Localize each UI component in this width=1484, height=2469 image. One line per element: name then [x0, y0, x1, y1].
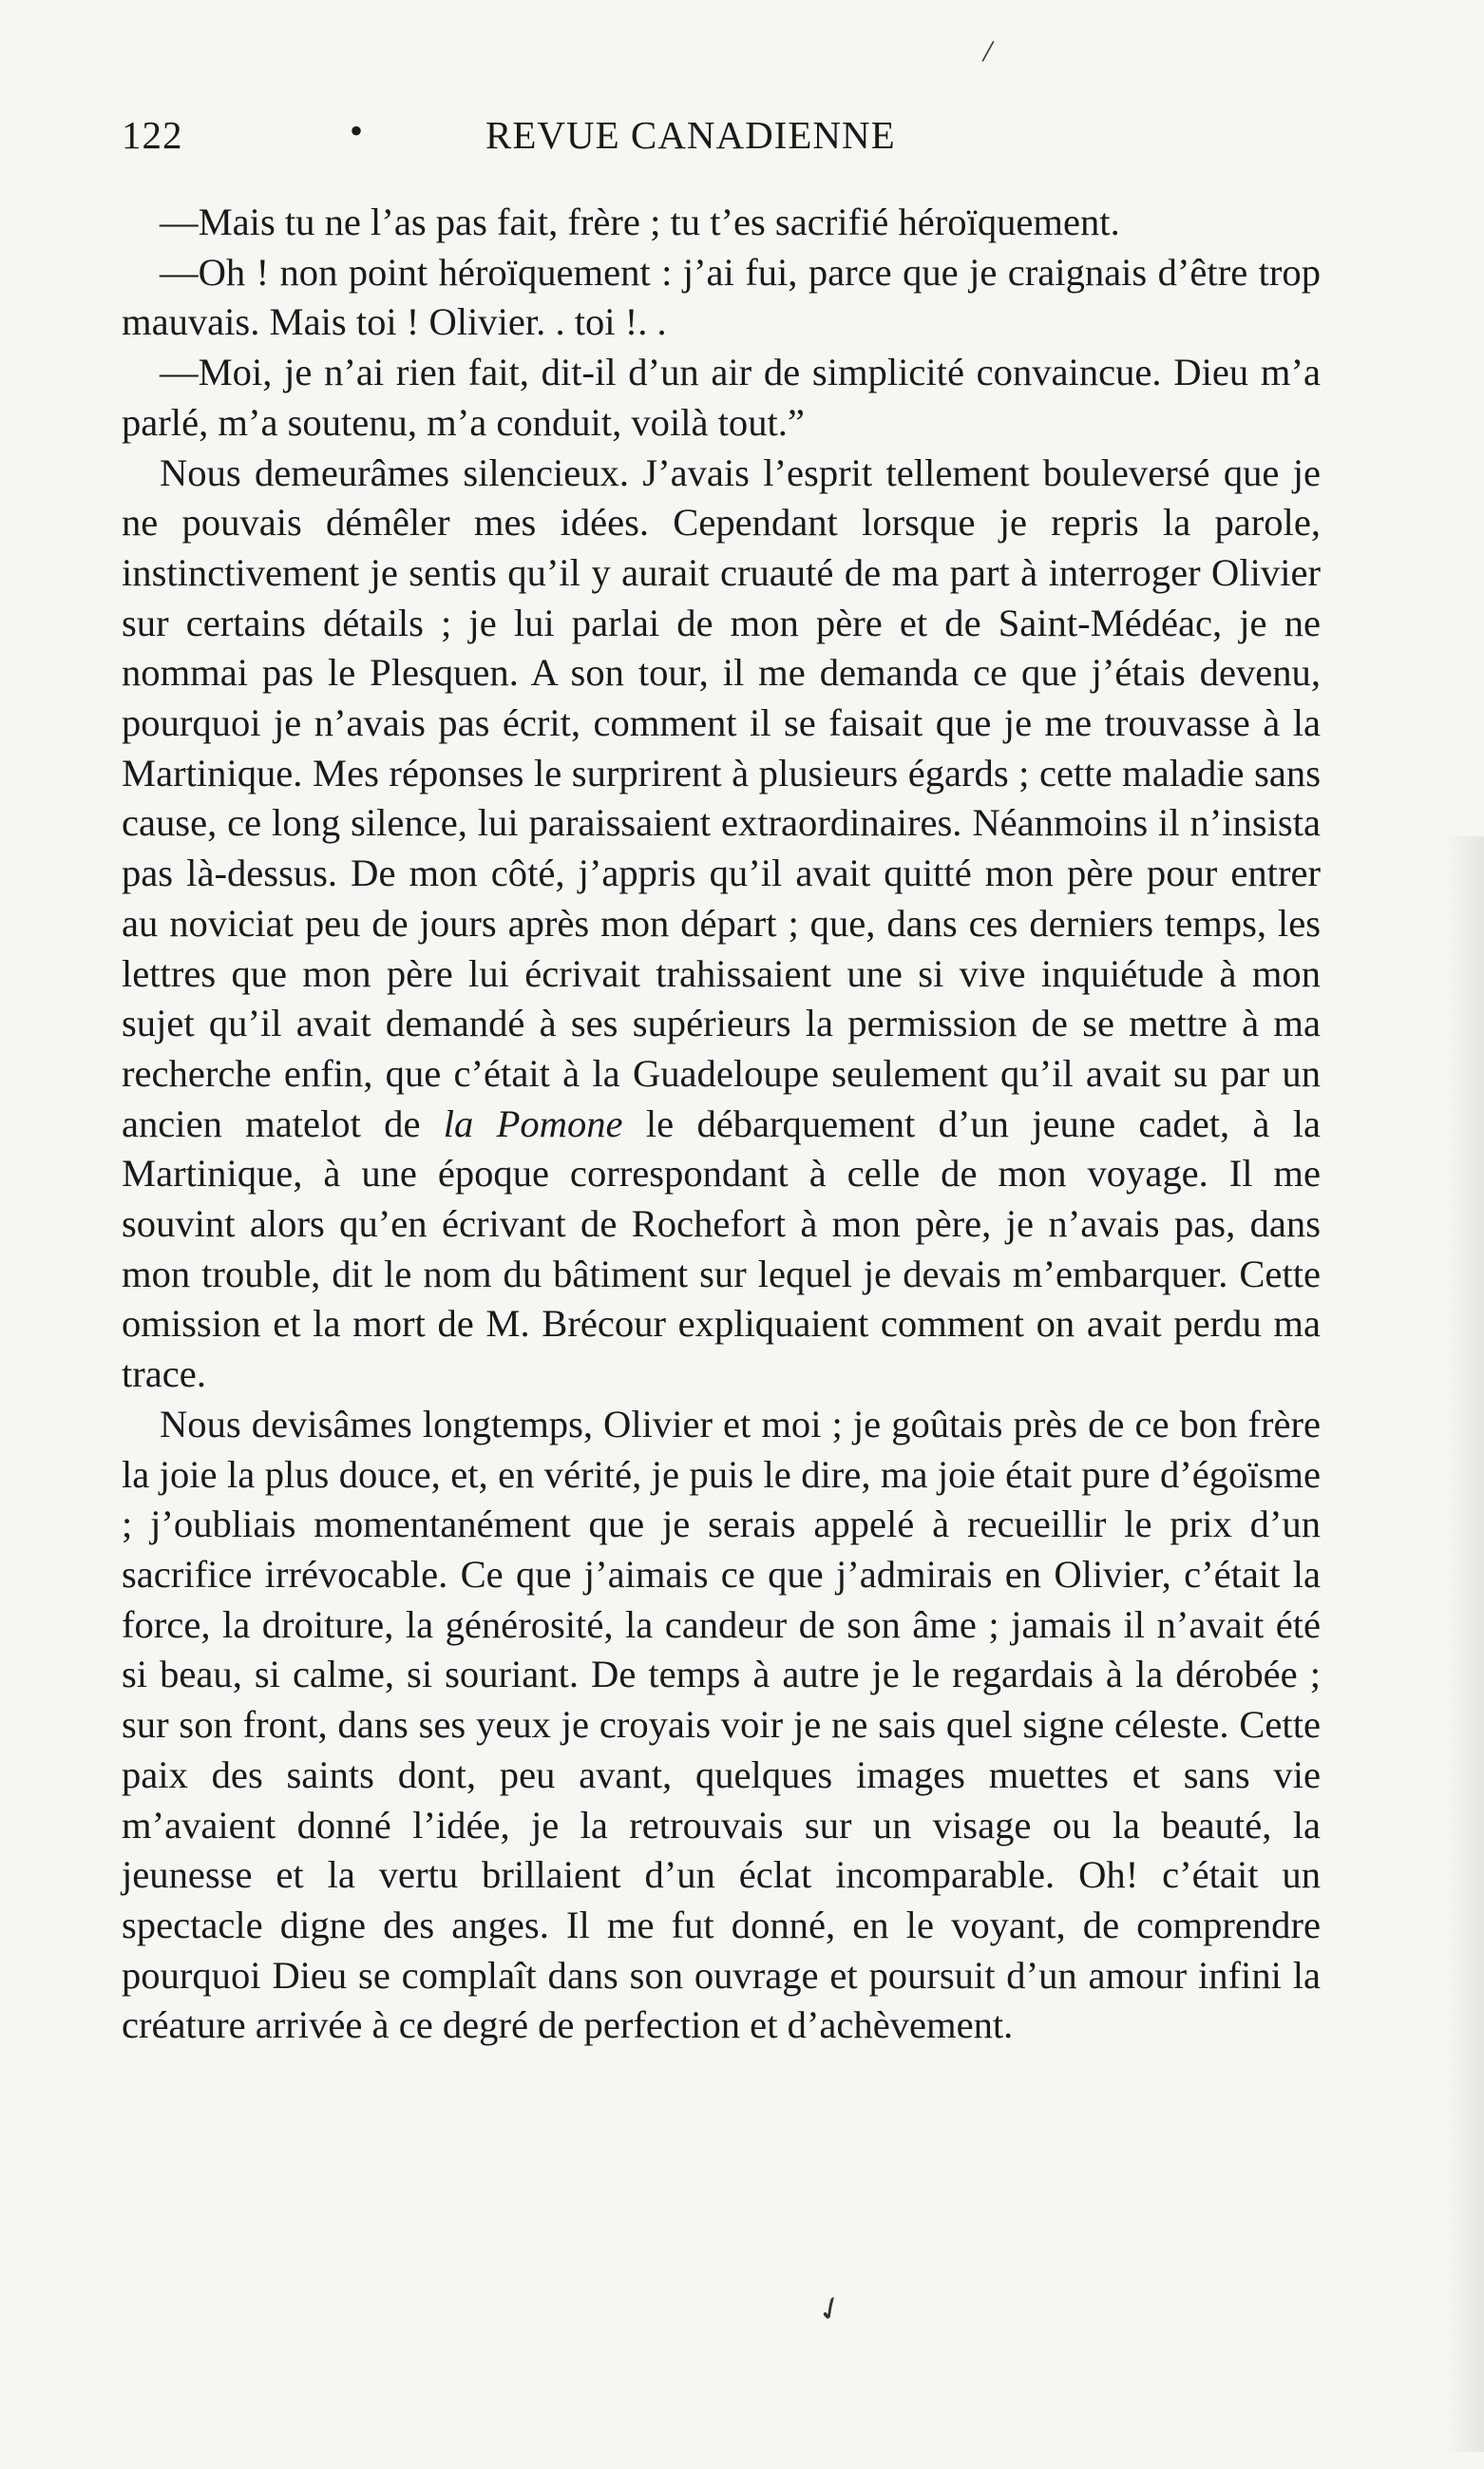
body-text	[122, 198, 1321, 2051]
pen-mark-bottom: ✓	[810, 2287, 851, 2332]
paragraph-4	[122, 449, 1321, 1400]
page-number: 122	[122, 113, 183, 157]
paragraph-4-tail: le débarquement d’un jeune cadet, à la Martinique, à une époque correspondant à celle de mon voyage. Il me souvint alors qu’en écrivant de Rochefort à mon père, je n’avais pas, dans mon trouble, dit le nom du bâtiment sur lequel je devais m’embarquer. Cette omission et la mort de M. Brécour expliquaient comment on avait perdu ma trace.	[122, 1101, 1321, 1396]
paragraph-1: —Mais tu ne l’as pas fait, frère ; tu t’es sacrifié héroïquement.	[160, 201, 1120, 243]
paragraph-4-text: Nous demeurâmes silencieux. J’avais l’esprit tellement bouleversé que je ne pouvais démêler mes idées. Cependant lorsque je repris la parole, instinctivement je sentis qu’il y aurait cruauté de ma part à interroger Olivier sur certains détails ; je lui parlai de mon père et de Saint-Médéac, je ne nommai pas le Plesquen. A son tour, il me demanda ce que j’étais devenu, pourquoi je n’avais pas écrit, comment il se faisait que je me trouvasse à la Martinique. Mes réponses le surprirent à plusieurs égards ; cette maladie sans cause, ce long silence, lui paraissaient extraordinaires. Néanmoins il n’insista pas là-dessus. De mon côté, j’appris qu’il avait quitté mon père pour entrer au noviciat peu de jours après mon départ ; que, dans ces derniers temps, les lettres que mon père lui écrivait trahissaient une si vive inquiétude à mon sujet qu’il avait demandé à ses supérieurs la permission de se mettre à ma recherche enfin, que c’était à la Guadeloupe seulement qu’il avait su par un ancien matelot de	[122, 450, 1321, 1145]
running-title: REVUE CANADIENNE	[485, 113, 896, 157]
paragraph-3: —Moi, je n’ai rien fait, dit-il d’un air de simplicité convaincue. Dieu m’a parlé, m’a soutenu, m’a conduit, voilà tout.”	[122, 351, 1321, 444]
ship-name: la Pomone	[443, 1101, 623, 1145]
pen-mark-top: /	[980, 33, 996, 70]
header-separator: •	[350, 109, 365, 152]
page-edge-shading	[1446, 836, 1484, 2452]
book-page	[122, 109, 1321, 2047]
paragraph-2: —Oh ! non point héroïquement : j’ai fui, parce que je craignais d’être trop mauvais. Mais toi ! Olivier. . toi !. .	[122, 250, 1321, 344]
page-header	[122, 109, 1321, 169]
paragraph-5: Nous devisâmes longtemps, Olivier et moi ; je goûtais près de ce bon frère la joie la plus douce, et, en vérité, je puis le dire, ma joie était pure d’égoïsme ; j’oubliais momentanément que je serais appelé à recueillir le prix d’un sacrifice irrévocable. Ce que j’aimais ce que j’admirais en Olivier, c’était la force, la droiture, la générosité, la candeur de son âme ; jamais il n’avait été si beau, si calme, si souriant. De temps à autre je le regardais à la dérobée ; sur son front, dans ses yeux je croyais voir je ne sais quel signe céleste. Cette paix des saints dont, peu avant, quelques images muettes et sans vie m’avaient donné l’idée, je la retrouvais sur un visage ou la beauté, la jeunesse et la vertu brillaient d’un éclat incomparable. Oh! c’était un spectacle digne des anges. Il me fut donné, en le voyant, de comprendre pourquoi Dieu se complaît dans son ouvrage et poursuit d’un amour infini la créature arrivée à ce degré de perfection et d’achèvement.	[122, 1402, 1321, 2047]
